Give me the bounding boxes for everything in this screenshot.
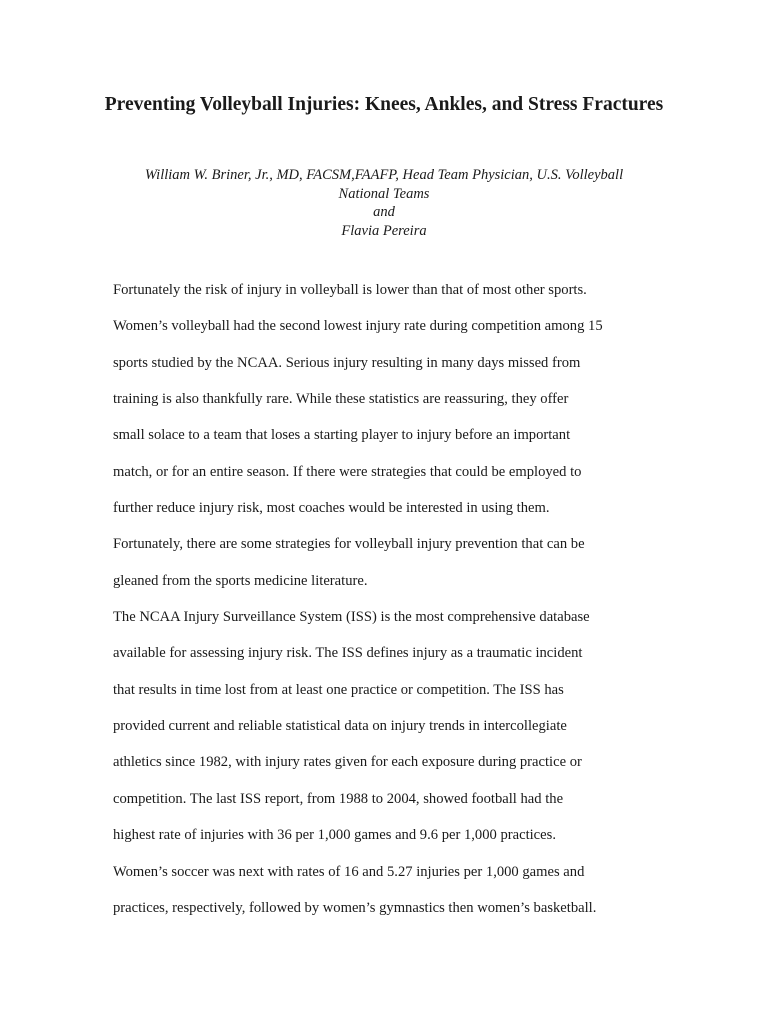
body-line: Women’s volleyball had the second lowest injury rate during competition among 15 bbox=[113, 318, 603, 335]
body-line: further reduce injury risk, most coaches would be interested in using them. bbox=[113, 500, 550, 517]
body-line: athletics since 1982, with injury rates given for each exposure during practice or bbox=[113, 754, 582, 771]
body-line: provided current and reliable statistical data on injury trends in intercollegiate bbox=[113, 718, 567, 735]
document-title: Preventing Volleyball Injuries: Knees, Ankles, and Stress Fractures bbox=[104, 94, 664, 115]
body-line: small solace to a team that loses a starting player to injury before an important bbox=[113, 427, 571, 444]
body-line: match, or for an entire season. If there were strategies that could be employed to bbox=[113, 463, 582, 480]
author-line-3: and bbox=[373, 204, 395, 220]
body-line: training is also thankfully rare. While these statistics are reassuring, they offer bbox=[113, 391, 569, 408]
body-line: that results in time lost from at least one practice or competition. The ISS has bbox=[113, 681, 564, 698]
author-line-4: Flavia Pereira bbox=[341, 222, 427, 239]
author-byline bbox=[120, 166, 648, 240]
body-line: highest rate of injuries with 36 per 1,000 games and 9.6 per 1,000 practices. bbox=[113, 827, 556, 844]
body-line: sports studied by the NCAA. Serious injury resulting in many days missed from bbox=[113, 354, 581, 371]
body-line: available for assessing injury risk. The ISS defines injury as a traumatic incident bbox=[113, 645, 583, 662]
body-line: Fortunately, there are some strategies for volleyball injury prevention that can be bbox=[113, 536, 585, 553]
body-line: gleaned from the sports medicine literature. bbox=[113, 572, 368, 589]
body-line: practices, respectively, followed by women’s gymnastics then women’s basketball. bbox=[113, 899, 597, 916]
body-line: competition. The last ISS report, from 1988 to 2004, showed football had the bbox=[113, 790, 564, 807]
body-line: Fortunately the risk of injury in volleyball is lower than that of most other sports. bbox=[113, 282, 587, 298]
body-text bbox=[113, 272, 673, 926]
body-line: Women’s soccer was next with rates of 16 and 5.27 injuries per 1,000 games and bbox=[113, 863, 585, 880]
author-line-1: William W. Briner, Jr., MD, FACSM,FAAFP, Head Team Physician, U.S. Volleyball bbox=[144, 167, 624, 183]
body-line: The NCAA Injury Surveillance System (ISS) is the most comprehensive database bbox=[113, 609, 590, 626]
author-line-2: National Teams bbox=[338, 185, 430, 202]
